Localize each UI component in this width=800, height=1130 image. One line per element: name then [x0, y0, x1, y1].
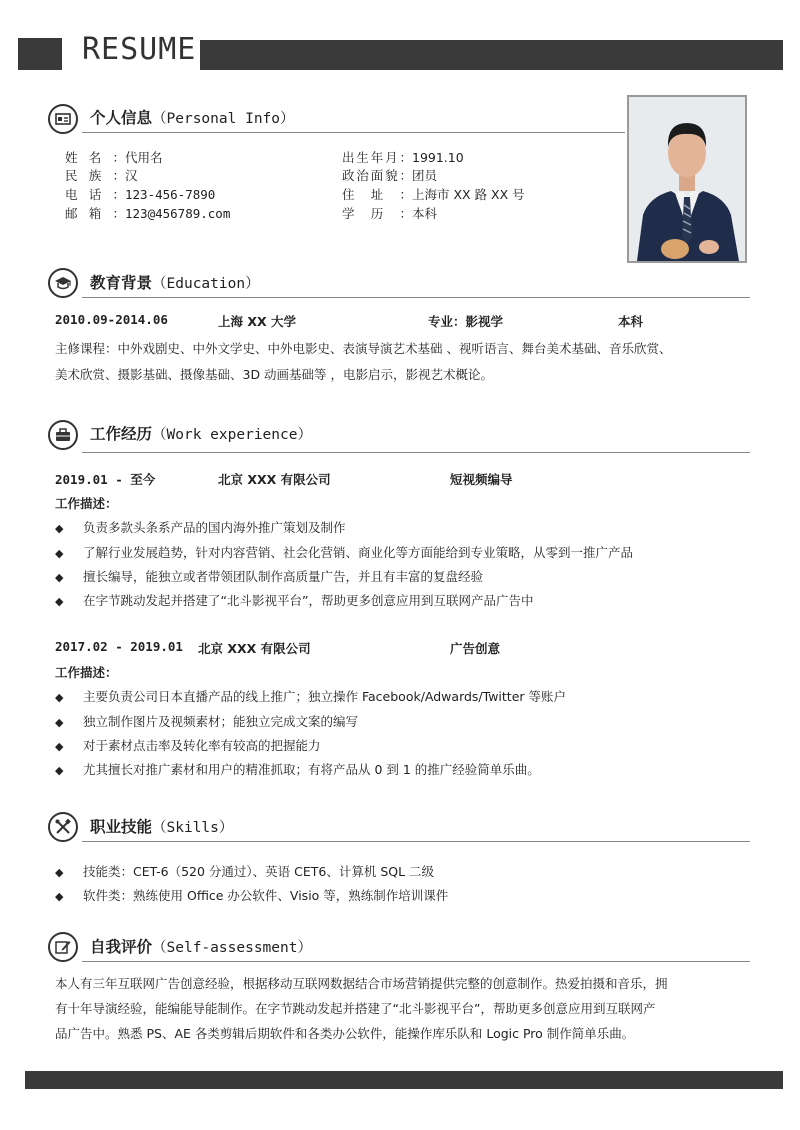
job-company: 北京 XXX 有限公司 [218, 472, 331, 487]
footer-bar [25, 1071, 783, 1089]
job-bullet: ◆ 负责多款头条系产品的国内海外推广策划及制作 [55, 518, 346, 536]
info-political: 政治面貌：团员 [342, 168, 438, 183]
job-bullet: ◆ 在字节跳动发起并搭建了“北斗影视平台”，帮助更多创意应用到互联网产品广告中 [55, 591, 533, 609]
section-divider [82, 961, 750, 962]
id-card-icon [48, 104, 78, 134]
section-title-work: 工作经历（Work experience） [90, 425, 312, 443]
info-education-level: 学历：本科 [342, 206, 438, 221]
job-desc-label: 工作描述： [55, 496, 118, 511]
header-right-bar [200, 40, 783, 70]
self-line: 本人有三年互联网广告创意经验，根据移动互联网数据结合市场营销提供完整的创意制作。热爱拍摄和音乐，拥 [55, 976, 668, 991]
job-company: 北京 XXX 有限公司 [198, 641, 311, 656]
job-desc-label: 工作描述： [55, 665, 118, 680]
section-title-education: 教育背景（Education） [90, 274, 260, 292]
edu-courses-line1: 主修课程：中外戏剧史、中外文学史、中外电影史、表演导演艺术基础 、视听语言、舞台美术基础、音乐欣赏、 [55, 341, 672, 356]
info-birth: 出生年月：1991.10 [342, 150, 464, 165]
job-bullet: ◆ 擅长编导，能独立或者带领团队制作高质量广告，并且有丰富的复盘经验 [55, 567, 483, 585]
info-name: 姓名：代用名 [65, 150, 163, 165]
edu-degree: 本科 [618, 314, 644, 329]
edu-courses-line2: 美术欣赏、摄影基础、摄像基础、3D 动画基础等 ，电影启示，影视艺术概论。 [55, 367, 494, 382]
job-position: 短视频编导 [450, 472, 513, 487]
edu-major: 专业：影视学 [428, 314, 504, 329]
info-ethnicity: 民族：汉 [65, 168, 138, 183]
profile-photo [627, 95, 747, 263]
header-left-block [18, 38, 62, 70]
resume-title: RESUME [82, 32, 197, 67]
self-line: 品广告中。熟悉 PS、AE 各类剪辑后期软件和各类办公软件，能操作库乐队和 Logic Pro 制作简单乐曲。 [55, 1026, 635, 1041]
section-divider [82, 841, 750, 842]
job-period: 2017.02 - 2019.01 [55, 639, 183, 654]
info-address: 住址：上海市 XX 路 XX 号 [342, 187, 525, 202]
edit-icon [48, 932, 78, 962]
skill-bullet: ◆ 软件类：熟练使用 Office 办公软件、Visio 等，熟练制作培训课件 [55, 886, 448, 904]
self-line: 有十年导演经验，能编能导能制作。在字节跳动发起并搭建了“北斗影视平台”，帮助更多创意应用到互联网产 [55, 1001, 656, 1016]
edu-school: 上海 XX 大学 [218, 314, 296, 329]
job-bullet: ◆ 了解行业发展趋势，针对内容营销、社会化营销、商业化等方面能给到专业策略，从零到一推广产品 [55, 543, 633, 561]
job-bullet: ◆ 对于素材点击率及转化率有较高的把握能力 [55, 736, 321, 754]
section-divider [82, 132, 625, 133]
job-bullet: ◆ 尤其擅长对推广素材和用户的精准抓取；有将产品从 0 到 1 的推广经验简单乐曲。 [55, 760, 540, 778]
job-period: 2019.01 - 至今 [55, 472, 156, 487]
job-position: 广告创意 [450, 641, 501, 656]
tools-icon [48, 812, 78, 842]
section-title-personal: 个人信息（Personal Info） [90, 109, 295, 127]
section-divider [82, 297, 750, 298]
info-phone: 电话：123-456-7890 [65, 187, 216, 202]
graduation-cap-icon [48, 268, 78, 298]
self-assessment-text [55, 971, 750, 1046]
section-divider [82, 452, 750, 453]
job-bullet: ◆ 主要负责公司日本直播产品的线上推广；独立操作 Facebook/Adwards/Twitter 等账户 [55, 687, 566, 705]
info-email: 邮箱：123@456789.com [65, 206, 231, 221]
section-title-self: 自我评价（Self-assessment） [90, 938, 312, 956]
skill-bullet: ◆ 技能类：CET-6（520 分通过）、英语 CET6、计算机 SQL 二级 [55, 862, 434, 880]
section-title-skills: 职业技能（Skills） [90, 818, 234, 836]
job-bullet: ◆ 独立制作图片及视频素材；能独立完成文案的编写 [55, 712, 358, 730]
edu-period: 2010.09-2014.06 [55, 312, 168, 327]
briefcase-icon [48, 420, 78, 450]
